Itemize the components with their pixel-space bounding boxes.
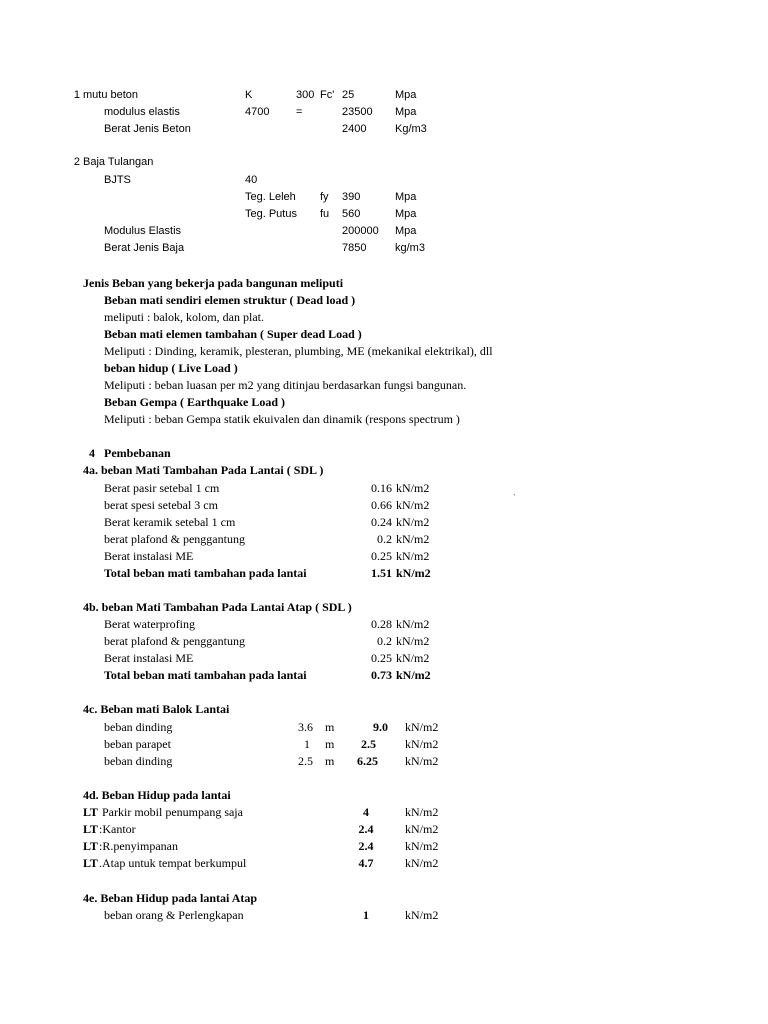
modulus-elastis-value: 23500 — [342, 106, 373, 118]
beban-hidup-row-value: 4.7 — [358, 856, 374, 870]
sdl-lantai-row-unit: kN/m2 — [396, 515, 430, 529]
dead-load-description: meliputi : balok, kolom, dan plat. — [104, 310, 264, 324]
sdl-atap-row-value: 0.28 — [371, 617, 392, 631]
section-1-number: 1 — [73, 89, 80, 101]
beban-hidup-atap-row-label: beban orang & Perlengkapan — [104, 908, 244, 922]
sdl-lantai-row-label: Berat pasir setebal 1 cm — [104, 481, 220, 495]
beban-hidup-atap-row-value: 1 — [363, 908, 369, 922]
sdl-atap-row-value: 0.2 — [377, 634, 392, 648]
beban-hidup-row-prefix: LT — [83, 839, 98, 853]
berat-jenis-baja-label: Berat Jenis Baja — [104, 242, 185, 254]
sdl-lantai-row-value: 0.24 — [371, 515, 392, 529]
sdl-atap-total-label: Total beban mati tambahan pada lantai — [104, 668, 307, 682]
mutu-beton-fc-value: 25 — [342, 89, 355, 101]
section-4-number: 4 — [89, 446, 95, 460]
beban-hidup-atap-row-unit: kN/m2 — [405, 908, 439, 922]
mutu-beton-label: mutu beton — [83, 89, 139, 101]
jenis-beban-title: Jenis Beban yang bekerja pada bangunan meliputi — [83, 276, 344, 290]
beban-hidup-row-unit: kN/m2 — [405, 839, 439, 853]
modulus-elastis-baja-value: 200000 — [342, 225, 379, 237]
balok-lantai-row-label: beban parapet — [104, 737, 171, 751]
beban-hidup-row-prefix: LT — [83, 805, 98, 819]
beban-hidup-row-value: 2.4 — [358, 839, 374, 853]
sdl-lantai-row-label: Berat keramik setebal 1 cm — [104, 515, 236, 529]
berat-jenis-baja-value: 7850 — [342, 242, 367, 254]
beban-hidup-row-unit: kN/m2 — [405, 856, 439, 870]
live-load-heading: beban hidup ( Live Load ) — [104, 361, 238, 375]
sdl-lantai-row-value: 0.16 — [371, 481, 392, 495]
balok-lantai-row-height: 3.6 — [298, 720, 313, 734]
super-dead-load-heading: Beban mati elemen tambahan ( Super dead Load ) — [104, 327, 362, 341]
balok-lantai-row-unit: kN/m2 — [405, 737, 439, 751]
sdl-lantai-row-value: 0.25 — [371, 549, 392, 563]
section-2-number: 2 — [73, 156, 80, 168]
mutu-beton-k-value: 300 — [296, 89, 315, 101]
beban-hidup-row-unit: kN/m2 — [405, 822, 439, 836]
sdl-atap-row-unit: kN/m2 — [396, 651, 430, 665]
modulus-elastis-unit: Mpa — [395, 106, 417, 118]
teg-putus-value: 560 — [342, 208, 361, 220]
mutu-beton-k: K — [245, 89, 253, 101]
teg-putus-unit: Mpa — [395, 208, 417, 220]
beban-hidup-atap-title: 4e. Beban Hidup pada lantai Atap — [83, 891, 258, 905]
sdl-atap-title: 4b. beban Mati Tambahan Pada Lantai Atap ( SDL ) — [83, 600, 352, 614]
balok-lantai-row-unit: kN/m2 — [405, 754, 439, 768]
beban-hidup-row-label: :R.penyimpanan — [99, 839, 178, 853]
sdl-atap-total-value: 0.73 — [371, 668, 392, 682]
sdl-atap-row-label: berat plafond & penggantung — [104, 634, 245, 648]
sdl-atap-row-value: 0.25 — [371, 651, 392, 665]
balok-lantai-row-value: 9.0 — [373, 720, 388, 734]
teg-putus-symbol: fu — [320, 208, 330, 220]
sdl-lantai-total-label: Total beban mati tambahan pada lantai — [104, 566, 307, 580]
bjts-label: BJTS — [104, 174, 131, 186]
sdl-atap-row-unit: kN/m2 — [396, 617, 430, 631]
balok-lantai-row-height: 1 — [304, 737, 310, 751]
balok-lantai-row-label: beban dinding — [104, 754, 173, 768]
sdl-lantai-row-unit: kN/m2 — [396, 481, 430, 495]
stray-mark: ` — [513, 493, 516, 502]
beban-hidup-row-prefix: LT — [83, 856, 98, 870]
sdl-lantai-row-value: 0.66 — [371, 498, 392, 512]
beban-hidup-row-label: :Kantor — [99, 822, 136, 836]
mutu-beton-unit: Mpa — [395, 89, 417, 101]
balok-lantai-row-height: 2.5 — [298, 754, 313, 768]
modulus-elastis-equals: = — [296, 106, 303, 118]
teg-putus-label: Teg. Putus — [245, 208, 297, 220]
balok-lantai-row-m: m — [325, 720, 335, 734]
baja-tulangan-title: Baja Tulangan — [83, 156, 154, 168]
balok-lantai-row-m: m — [325, 737, 335, 751]
super-dead-load-description: Meliputi : Dinding, keramik, plesteran, plumbing, ME (mekanikal elektrikal), dll — [104, 344, 493, 358]
teg-leleh-unit: Mpa — [395, 191, 417, 203]
beban-hidup-row-label: .Atap untuk tempat berkumpul — [99, 856, 247, 870]
sdl-lantai-row-unit: kN/m2 — [396, 532, 430, 546]
berat-jenis-beton-unit: Kg/m3 — [395, 123, 427, 135]
sdl-lantai-row-label: berat spesi setebal 3 cm — [104, 498, 218, 512]
sdl-lantai-total-value: 1.51 — [371, 566, 392, 580]
modulus-elastis-factor: 4700 — [245, 106, 270, 118]
beban-hidup-row-value: 4 — [363, 805, 369, 819]
sdl-atap-row-label: Berat instalasi ME — [104, 651, 194, 665]
earthquake-load-heading: Beban Gempa ( Earthquake Load ) — [104, 395, 286, 409]
sdl-lantai-row-label: berat plafond & penggantung — [104, 532, 245, 546]
balok-lantai-row-value: 2.5 — [361, 737, 376, 751]
berat-jenis-beton-value: 2400 — [342, 123, 367, 135]
balok-lantai-row-label: beban dinding — [104, 720, 173, 734]
balok-lantai-row-unit: kN/m2 — [405, 720, 439, 734]
beban-hidup-row-value: 2.4 — [358, 822, 374, 836]
dead-load-heading: Beban mati sendiri elemen struktur ( Dead load ) — [104, 293, 356, 307]
modulus-elastis-baja-unit: Mpa — [395, 225, 417, 237]
pembebanan-title: Pembebanan — [104, 446, 171, 460]
sdl-atap-row-label: Berat waterprofing — [104, 617, 195, 631]
balok-lantai-row-value: 6.25 — [357, 754, 378, 768]
earthquake-load-description: Meliputi : beban Gempa statik ekuivalen dan dinamik (respons spectrum ) — [104, 412, 460, 426]
sdl-lantai-row-unit: kN/m2 — [396, 498, 430, 512]
beban-hidup-row-unit: kN/m2 — [405, 805, 439, 819]
teg-leleh-symbol: fy — [320, 191, 329, 203]
teg-leleh-label: Teg. Leleh — [245, 191, 296, 203]
teg-leleh-value: 390 — [342, 191, 361, 203]
sdl-atap-total-unit: kN/m2 — [396, 668, 431, 682]
modulus-elastis-label: modulus elastis — [104, 106, 180, 118]
beban-hidup-row-label: Parkir mobil penumpang saja — [102, 805, 243, 819]
mutu-beton-fc: Fc' — [320, 89, 335, 101]
beban-hidup-lantai-title: 4d. Beban Hidup pada lantai — [83, 788, 231, 802]
sdl-lantai-title: 4a. beban Mati Tambahan Pada Lantai ( SDL ) — [83, 463, 324, 477]
live-load-description: Meliputi : beban luasan per m2 yang ditinjau berdasarkan fungsi bangunan. — [104, 378, 467, 392]
balok-lantai-title: 4c. Beban mati Balok Lantai — [83, 702, 230, 716]
sdl-lantai-row-value: 0.2 — [377, 532, 392, 546]
balok-lantai-row-m: m — [325, 754, 335, 768]
bjts-value: 40 — [245, 174, 258, 186]
berat-jenis-beton-label: Berat Jenis Beton — [104, 123, 191, 135]
berat-jenis-baja-unit: kg/m3 — [395, 242, 425, 254]
sdl-lantai-row-unit: kN/m2 — [396, 549, 430, 563]
beban-hidup-row-prefix: LT — [83, 822, 98, 836]
modulus-elastis-baja-label: Modulus Elastis — [104, 225, 182, 237]
sdl-atap-row-unit: kN/m2 — [396, 634, 430, 648]
sdl-lantai-total-unit: kN/m2 — [396, 566, 431, 580]
sdl-lantai-row-label: Berat instalasi ME — [104, 549, 194, 563]
